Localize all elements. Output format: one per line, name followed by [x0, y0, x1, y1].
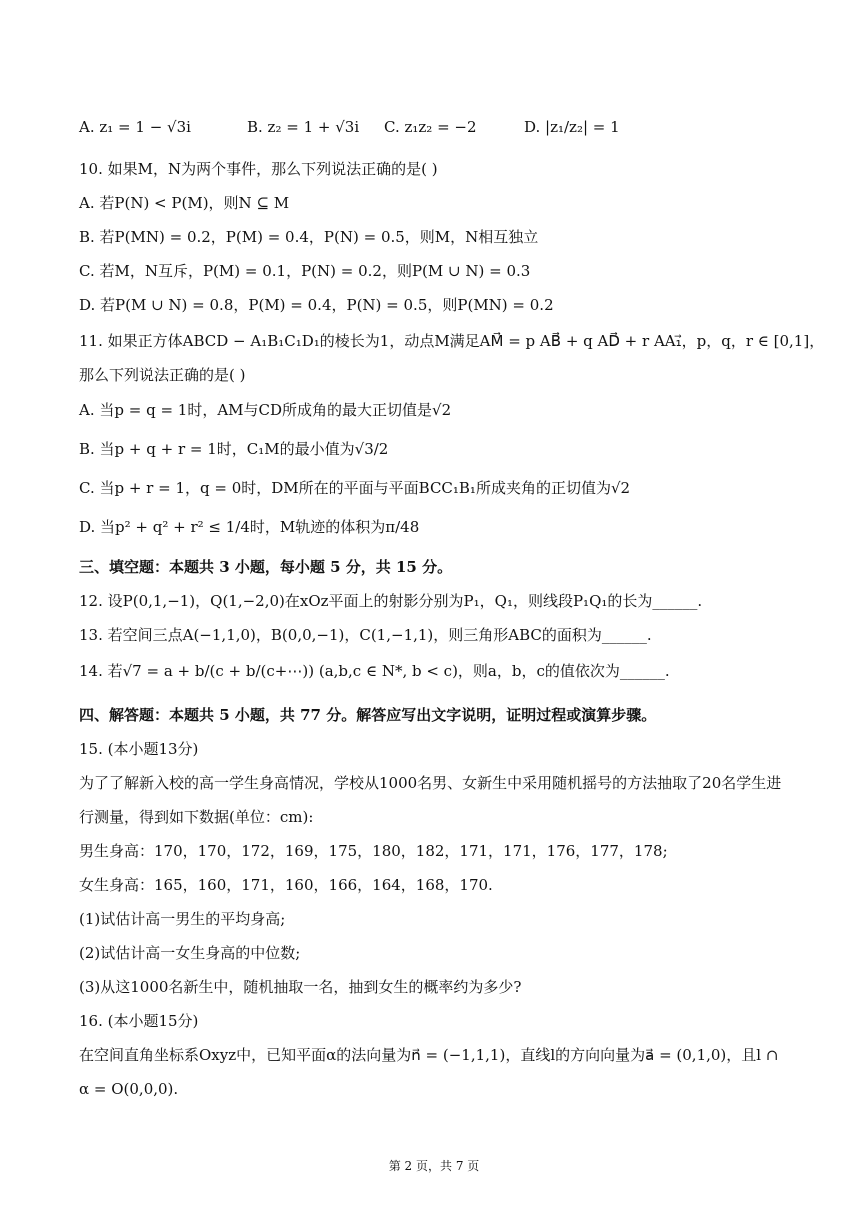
q15-female-heights: 女生身高：165，160，171，160，166，164，168，170.: [79, 876, 493, 894]
q15-subquestion-1: (1)试估计高一男生的平均身高;: [79, 910, 286, 928]
q15-male-heights: 男生身高：170，170，172，169，175，180，182，171，171，176，177，178;: [79, 842, 668, 860]
q9-option-a: A. z₁ = 1 − √3i: [79, 118, 191, 136]
q11-option-b: B. 当p + q + r = 1时，C₁M的最小值为√3/2: [79, 440, 389, 458]
q11-stem-line2: 那么下列说法正确的是( ): [79, 366, 246, 384]
section-4-heading: 四、解答题：本题共 5 小题，共 77 分。解答应写出文字说明，证明过程或演算步骤。: [79, 706, 657, 724]
q15-subquestion-3: (3)从这1000名新生中，随机抽取一名，抽到女生的概率约为多少?: [79, 978, 522, 996]
q15-paragraph-line2: 行测量，得到如下数据(单位：cm):: [79, 808, 314, 826]
q11-option-d: D. 当p² + q² + r² ≤ 1/4时，M轨迹的体积为π/48: [79, 518, 420, 536]
q15-paragraph-line1: 为了了解新入校的高一学生身高情况，学校从1000名男、女新生中采用随机摇号的方法抽取了20名学生进: [79, 774, 782, 792]
q13: 13. 若空间三点A(−1,1,0)，B(0,0,−1)，C(1,−1,1)，则三角形ABC的面积为______.: [79, 626, 652, 644]
q10-option-d: D. 若P(M ∪ N) = 0.8，P(M) = 0.4，P(N) = 0.5，则P(MN) = 0.2: [79, 296, 554, 314]
page-footer: 第 2 页，共 7 页: [388, 1159, 480, 1173]
q16-paragraph-line2: α = O(0,0,0).: [79, 1080, 179, 1098]
q12: 12. 设P(0,1,−1)，Q(1,−2,0)在xOz平面上的射影分别为P₁，Q₁，则线段P₁Q₁的长为______.: [79, 592, 703, 610]
q11-option-a: A. 当p = q = 1时，AM与CD所成角的最大正切值是√2: [79, 401, 452, 419]
q10-option-a: A. 若P(N) < P(M)，则N ⊆ M: [79, 194, 290, 212]
q10-stem: 10. 如果M，N为两个事件，那么下列说法正确的是( ): [79, 160, 438, 178]
q11-stem-line1: 11. 如果正方体ABCD − A₁B₁C₁D₁的棱长为1，动点M满足AM⃗ = p AB⃗ + q AD⃗ + r AA₁⃗，p，q，r ∈ [0,1]，: [79, 332, 825, 350]
q16-heading: 16. (本小题15分): [79, 1012, 199, 1030]
section-3-heading: 三、填空题：本题共 3 小题，每小题 5 分，共 15 分。: [79, 558, 453, 576]
q10-option-b: B. 若P(MN) = 0.2，P(M) = 0.4，P(N) = 0.5，则M，N相互独立: [79, 228, 539, 246]
q14: 14. 若√7 = a + b/(c + b/(c+⋯)) (a,b,c ∈ N*, b < c)，则a，b，c的值依次为______.: [79, 662, 670, 680]
q15-subquestion-2: (2)试估计高一女生身高的中位数;: [79, 944, 301, 962]
q9-option-d: D. |z₁/z₂| = 1: [524, 118, 620, 136]
q15-heading: 15. (本小题13分): [79, 740, 199, 758]
q16-paragraph-line1: 在空间直角坐标系Oxyz中，已知平面α的法向量为n⃗ = (−1,1,1)，直线l的方向向量为a⃗ = (0,1,0)，且l ∩: [79, 1046, 779, 1064]
q9-option-c: C. z₁z₂ = −2: [384, 118, 477, 136]
q9-options: [79, 116, 799, 138]
q9-option-b: B. z₂ = 1 + √3i: [247, 118, 360, 136]
q11-option-c: C. 当p + r = 1，q = 0时，DM所在的平面与平面BCC₁B₁所成夹角的正切值为√2: [79, 479, 631, 497]
q10-option-c: C. 若M，N互斥，P(M) = 0.1，P(N) = 0.2，则P(M ∪ N) = 0.3: [79, 262, 531, 280]
